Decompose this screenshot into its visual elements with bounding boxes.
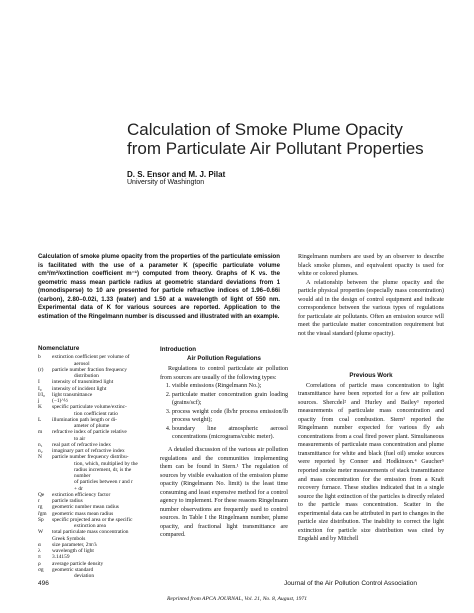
nomenclature-definition: aerosol: [74, 360, 90, 367]
nomenclature-definition: 3.14159: [52, 554, 70, 561]
nomenclature-symbol: I/I₀: [38, 391, 45, 398]
nomenclature-definition: Greek Symbols: [52, 535, 86, 542]
affiliation: University of Washington: [127, 179, 205, 186]
nomenclature-symbol: [38, 467, 52, 480]
nomenclature-definition: (−1)^½: [52, 398, 68, 404]
nomenclature-symbol: L: [38, 416, 42, 423]
nomenclature-definition: refractive index of particle relative: [52, 429, 127, 436]
nomenclature-list: [38, 354, 148, 579]
paragraph: Regulations to control particulate air pollution from sources are usually of the following types:: [160, 366, 288, 381]
nomenclature-symbol: r̄gm: [38, 510, 47, 517]
nomenclature-entry: [38, 467, 148, 480]
nomenclature-definition: extinction area: [74, 523, 106, 529]
nomenclature-definition: + dr: [74, 485, 83, 492]
nomenclature-definition: size parameter, 2πr/λ: [52, 541, 98, 548]
nomenclature-definition: ameter of plume: [74, 423, 110, 429]
nomenclature-symbol: rg: [38, 504, 43, 511]
nomenclature-symbol: W: [38, 529, 44, 536]
nomenclature-symbol: Sp: [38, 516, 44, 523]
nomenclature-heading: Nomenclature: [38, 345, 80, 352]
abstract: Calculation of smoke plume opacity from the properties of the particulate emission is facilitated with the use of a parameter K (specific particulate volume cm³/m²/extinction coefficient m⁻¹) computed from theory. Graphs of K vs. the geometric mass mean particle radius at geometric standard deviations from 1 (monodisperse) to 10 are presented for particle refractive indices of 1.96–0.66i (carbon), 2.80–0.02i, 1.33 (water) and 1.50 at a wavelength of light of 550 nm. Experimental data of K for various sources are reported. Application to the estimation of the Ringelmann number is discussed and illustrated with an example.: [38, 253, 280, 320]
nomenclature-definition: intensity of transmitted light: [52, 379, 114, 386]
reprint-note: Reprinted from APCA JOURNAL, Vol. 21, No. 8, August, 1971: [166, 596, 308, 602]
nomenclature-definition: tion coefficient ratio: [74, 410, 118, 417]
nomenclature-symbol: r: [38, 498, 40, 504]
nomenclature-definition: radius increment, dr, is the number: [74, 466, 132, 479]
right-column-top: [298, 253, 444, 338]
authors: D. S. Ensor and M. J. Pilat: [127, 170, 226, 179]
list-item: 1. visible emissions (Ringelmann No.);: [172, 382, 288, 391]
nomenclature-symbol: b: [38, 354, 41, 361]
nomenclature-symbol: j: [38, 398, 40, 404]
nomenclature-definition: specific projected area or the specific: [52, 516, 133, 523]
nomenclature-definition: to air: [74, 435, 86, 442]
regulations-subheading: Air Pollution Regulations: [187, 354, 261, 362]
nomenclature-symbol: π: [38, 554, 41, 561]
nomenclature-definition: geometric mass mean radius: [52, 510, 114, 517]
nomenclature-symbol: n₁: [38, 441, 43, 448]
paper-title: Calculation of Smoke Plume Opacity from Particulate Air Pollutant Properties: [127, 120, 424, 158]
nomenclature-definition: specific particulate volume/extinc-: [52, 404, 127, 411]
nomenclature-definition: particle radius: [52, 498, 83, 504]
nomenclature-definition: intensity of incident light: [52, 385, 107, 392]
regulation-list: [160, 382, 288, 442]
nomenclature-definition: illumination path length or di-: [52, 416, 117, 423]
introduction-heading: Introduction: [160, 346, 197, 353]
nomenclature-symbol: I: [38, 379, 40, 386]
journal-name: Journal of the Air Pollution Control Association: [284, 580, 417, 587]
list-item: 3. process weight code (lb/hr process emission/lb process weight);: [172, 408, 288, 425]
nomenclature-symbol: N: [38, 454, 42, 461]
previous-work-heading: Previous Work: [349, 372, 393, 379]
page-number: 496: [38, 580, 49, 587]
nomenclature-symbol: n₂: [38, 448, 43, 454]
nomenclature-symbol: σg: [38, 566, 44, 573]
nomenclature-symbol: ρ: [38, 560, 41, 567]
nomenclature-definition: extinction coefficient per volume of: [52, 354, 130, 361]
nomenclature-symbol: Qe: [38, 491, 45, 498]
list-item: 4. boundary line atmospheric aerosol concentrations (micrograms/cubic meter).: [172, 425, 288, 442]
nomenclature-definition: real part of refractive index: [52, 441, 111, 448]
paragraph: Correlations of particle mass concentration to light transmittance have been reported for a few air pollution sources. Shercdel² and Hurley and Bailey³ reported measurements of particulate mass concentration and opacity from coal combustion. Stern¹ reported the Ringelmann number expected for various fly ash concentrations from a coal fired power plant. Simultaneous measurements of particulate mass concentration and plume transmittance for white and black (fuel oil) smoke sources were reported by Conner and Hodkinson.⁴ Gaucher⁵ reported smoke meter measurements of stack transmittance and mass concentration for the emission from a Kraft recovery furnace. These studies indicated that in a single source the light extinction of the particles is directly related to the particle mass concentration. Scatter in the experimental data can be attributed in part to changes in the particle size distribution. The inability to correct the light extinction for particle size distribution was cited by Engdahl and by Mitchell: [298, 382, 444, 543]
nomenclature-symbol: K: [38, 404, 42, 411]
nomenclature-symbol: I₀: [38, 385, 42, 392]
nomenclature-definition: tion, which, multiplied by the: [74, 460, 138, 467]
nomenclature-symbol: α: [38, 541, 41, 548]
paragraph: Ringelmann numbers are used by an observer to describe black smoke plumes, and equivalent opacity is used for white or colored plumes.: [298, 254, 444, 278]
nomenclature-entry: [38, 573, 148, 579]
nomenclature-definition: of particles between r and r: [74, 479, 133, 486]
nomenclature-definition: deviation: [74, 573, 95, 579]
paragraph: A detailed discussion of the various air pollution regulations and the communities implementing them can be found in Stern.¹ The regulation of sources by visible evaluation of the emission plume opacity (Ringelmann No. limit) is the least time consuming and least expensive method for a control agency to implement. For these reasons Ringelmann number observations are frequently used to control sources. In Table I the Ringelmann number, plume opacity, and fractional light transmittance are compared.: [160, 447, 288, 539]
nomenclature-definition: imaginary part of refractive index: [52, 448, 125, 454]
previous-work-section: [298, 372, 444, 544]
nomenclature-symbol: [38, 573, 52, 579]
nomenclature-symbol: m: [38, 429, 43, 436]
nomenclature-definition: extinction efficiency factor: [52, 491, 111, 498]
nomenclature-symbol: λ: [38, 548, 41, 554]
nomenclature-definition: particle number fraction frequency: [52, 366, 127, 373]
nomenclature-definition: light transmittance: [52, 391, 93, 398]
introduction-section: [160, 346, 288, 540]
nomenclature-definition: geometric standard: [52, 566, 94, 573]
nomenclature-definition: average particle density: [52, 560, 104, 567]
nomenclature-definition: geometric number mean radius: [52, 504, 119, 511]
nomenclature-definition: total particulate mass concentration: [52, 529, 129, 536]
nomenclature: [38, 346, 148, 579]
nomenclature-definition: distribution: [74, 373, 99, 379]
nomenclature-symbol: (r): [38, 366, 44, 373]
nomenclature-definition: particle number frequency distribu-: [52, 454, 129, 461]
paragraph: A relationship between the plume opacity and the particle physical properties (especially mass concentration) would aid in the design of control equipment and indicate correspondence between the various types of regulations for particulate air pollutants. Often an emission source will meet the particulate matter concentration requirement but not the visual standard (plume opacity).: [298, 279, 444, 337]
list-item: 2. particulate matter concentration grain loading (grains/scf);: [172, 391, 288, 408]
nomenclature-definition: wavelength of light: [52, 548, 94, 554]
